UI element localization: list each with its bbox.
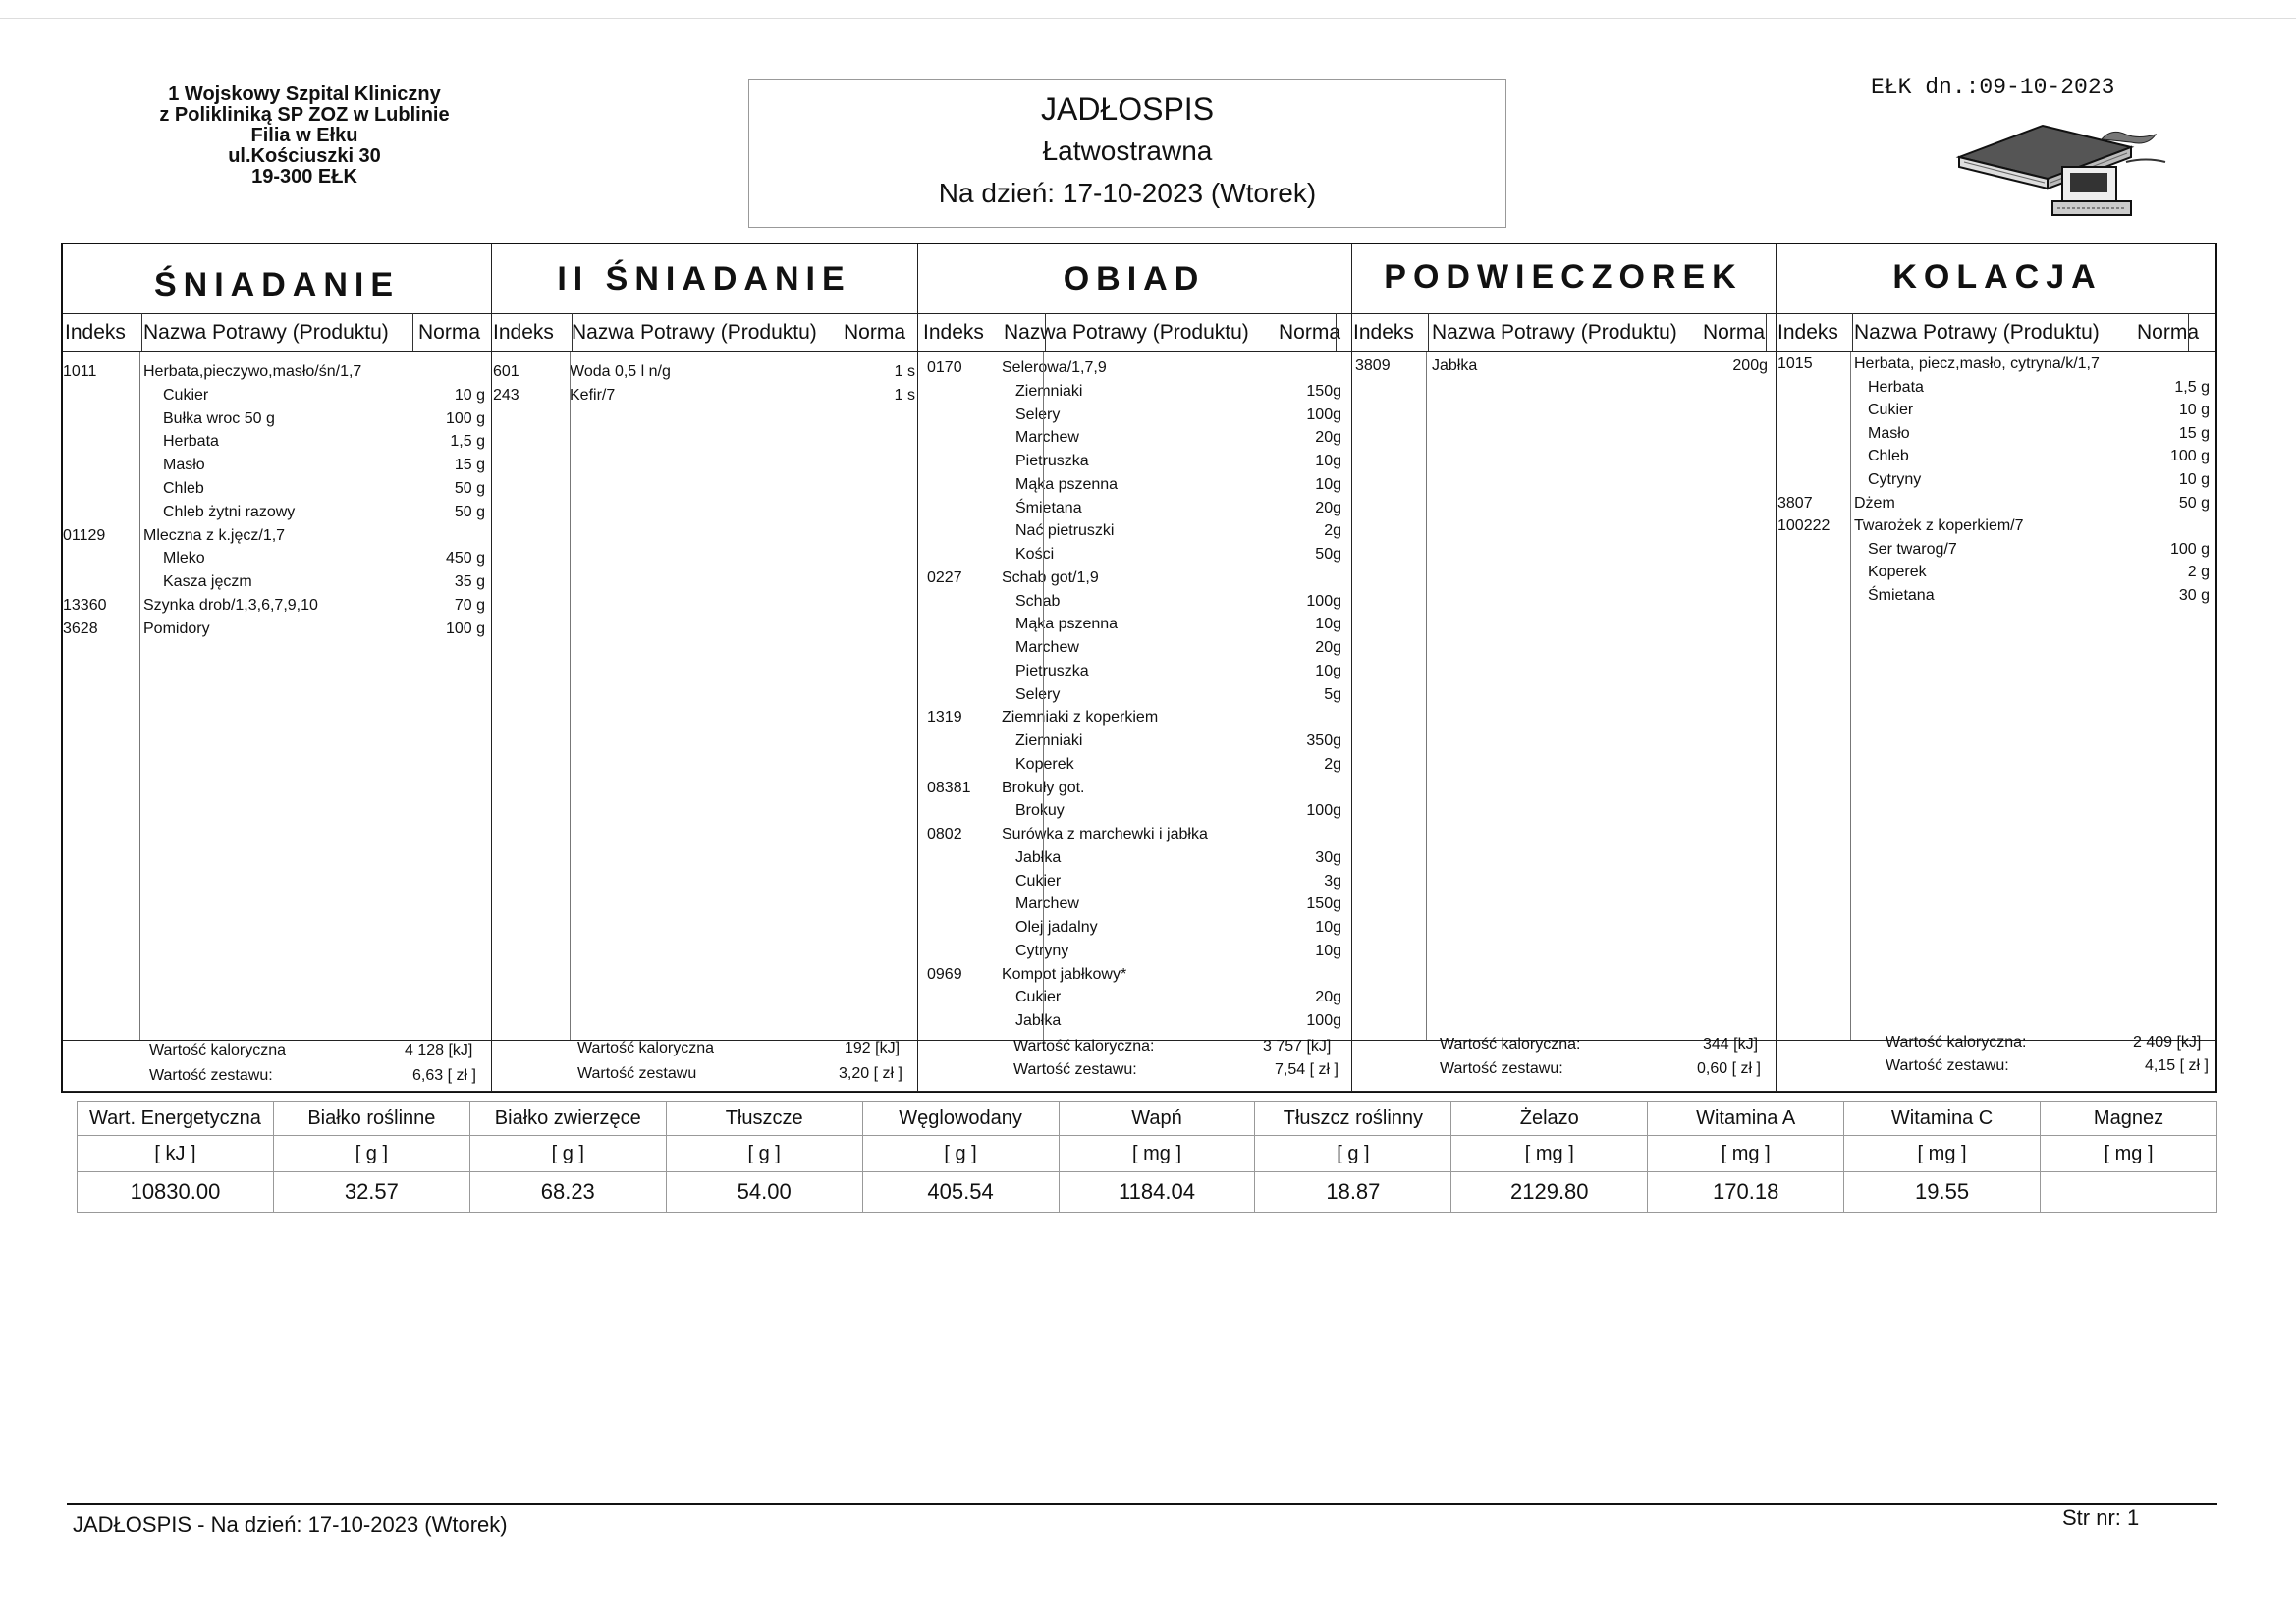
header-cell-divider [2188, 313, 2189, 351]
item-norm: 15 g [2178, 424, 2210, 442]
kcal-value: 4 128 [kJ] [405, 1042, 473, 1058]
nutrition-header: Tłuszcz roślinny [1255, 1102, 1451, 1136]
nutrition-header: Żelazo [1451, 1102, 1648, 1136]
nutrition-unit: [ g ] [666, 1136, 862, 1172]
hospital-line: z Polikliniką SP ZOZ w Lublinie [159, 104, 450, 126]
dish-name: Kefir/7 [570, 386, 616, 404]
col-index: Indeks [493, 321, 554, 344]
item-index: 1319 [927, 709, 962, 727]
meal-separator [1776, 244, 1777, 1091]
item-index: 3809 [1355, 357, 1391, 374]
header-cell-divider [412, 313, 413, 351]
column-headers [917, 315, 1351, 352]
col-name: Nazwa Potrawy (Produktu) [143, 321, 389, 344]
ingredient-name: Koperek [1015, 755, 1074, 773]
header-divider [63, 313, 2215, 314]
item-norm: 50 g [454, 503, 485, 520]
item-norm: 5g [1324, 685, 1341, 703]
nutrition-unit: [ mg ] [2041, 1136, 2217, 1172]
dish-name: Herbata, piecz,masło, cytryna/k/1,7 [1854, 355, 2100, 372]
ingredient-name: Koperek [1868, 564, 1927, 581]
item-norm: 100 g [445, 620, 485, 637]
cost-label: Wartość zestawu: [1013, 1061, 1137, 1078]
column-headers [491, 315, 917, 352]
item-norm: 20g [1315, 989, 1341, 1006]
item-norm: 2g [1324, 755, 1341, 773]
ingredient-name: Olej jadalny [1015, 919, 1098, 936]
kcal-value: 3 757 [kJ] [1263, 1038, 1332, 1055]
col-index: Indeks [65, 321, 126, 344]
col-norm: Norma [1279, 321, 1341, 344]
ingredient-name: Kości [1015, 546, 1055, 563]
dish-name: Mleczna z k.jęcz/1,7 [143, 526, 286, 544]
meal-title-kolacja: KOLACJA [1892, 258, 2103, 296]
col-index: Indeks [923, 321, 984, 344]
nutrition-unit: [ mg ] [1648, 1136, 1844, 1172]
item-norm: 100 g [2169, 540, 2210, 558]
ingredient-name: Ziemniaki [1015, 732, 1083, 749]
item-norm: 10 g [2178, 471, 2210, 488]
item-index: 0170 [927, 359, 962, 376]
meal-title-sniadanie: ŚNIADANIE [153, 266, 401, 303]
nutrition-value [2041, 1172, 2217, 1213]
item-index: 0969 [927, 965, 962, 983]
nutrition-unit: [ g ] [469, 1136, 666, 1172]
nutrition-unit: [ g ] [862, 1136, 1059, 1172]
item-index: 0802 [927, 826, 962, 842]
item-norm: 20g [1315, 429, 1341, 447]
ingredient-name: Chleb żytni razowy [163, 503, 296, 520]
ingredient-name: Chleb [1868, 448, 1909, 465]
diet-name: Łatwostrawna [1042, 135, 1213, 166]
item-index: 01129 [63, 526, 106, 544]
nutrition-header: Wart. Energetyczna [78, 1102, 274, 1136]
dish-name: Ziemniaki z koperkiem [1002, 709, 1159, 727]
kcal-label: Wartość kaloryczna [577, 1040, 714, 1056]
body-cell-divider [1043, 352, 1044, 1040]
kcal-label: Wartość kaloryczna: [1013, 1038, 1155, 1055]
nutrition-header: Witamina C [1844, 1102, 2041, 1136]
item-norm: 20g [1315, 499, 1341, 516]
footer-title: JADŁOSPIS - Na dzień: 17-10-2023 (Wtorek) [73, 1512, 508, 1537]
nutrition-value: 1184.04 [1059, 1172, 1255, 1213]
item-norm: 3g [1324, 872, 1341, 890]
item-norm: 150g [1306, 895, 1341, 913]
ingredient-name: Masło [1868, 424, 1910, 442]
item-norm: 1,5 g [450, 433, 485, 451]
header-cell-divider [141, 313, 142, 351]
header-cell-divider [1045, 313, 1046, 351]
item-norm: 50 g [454, 480, 485, 497]
item-norm: 30g [1315, 848, 1341, 866]
item-norm: 2g [1324, 522, 1341, 540]
dish-name: Herbata,pieczywo,masło/śn/1,7 [143, 363, 362, 380]
dish-name: Szynka drob/1,3,6,7,9,10 [143, 597, 318, 614]
nutrition-value: 54.00 [666, 1172, 862, 1213]
item-index: 1011 [63, 363, 97, 380]
issue-date: EŁK dn.:09-10-2023 [1871, 75, 2115, 100]
col-norm: Norma [2137, 321, 2200, 344]
ingredient-name: Ziemniaki [1015, 382, 1083, 400]
ingredient-name: Cukier [1868, 402, 1914, 419]
item-norm: 200g [1732, 357, 1768, 374]
ingredient-name: Cukier [163, 386, 209, 404]
item-norm: 10 g [454, 386, 485, 404]
ingredient-name: Marchew [1015, 639, 1079, 656]
nutrition-value: 405.54 [862, 1172, 1059, 1213]
item-norm: 350g [1306, 732, 1341, 749]
ingredient-name: Marchew [1015, 895, 1079, 913]
hospital-line: Filia w Ełku [250, 125, 358, 146]
page-number: Str nr: 1 [2062, 1505, 2140, 1530]
nutrition-value: 10830.00 [78, 1172, 274, 1213]
meal-separator [491, 244, 492, 1091]
ingredient-name: Herbata [163, 433, 219, 451]
body-cell-divider [139, 352, 140, 1040]
item-norm: 450 g [445, 550, 485, 568]
item-norm: 100g [1306, 592, 1341, 610]
nutrition-unit: [ g ] [1255, 1136, 1451, 1172]
item-index: 601 [493, 363, 519, 380]
top-scan-rule [0, 18, 2296, 19]
dish-name: Brokuły got. [1002, 779, 1085, 796]
item-norm: 1 s [894, 363, 915, 380]
col-name: Nazwa Potrawy (Produktu) [572, 321, 817, 344]
item-index: 1015 [1777, 355, 1813, 372]
ingredient-name: Selery [1015, 406, 1061, 423]
col-name: Nazwa Potrawy (Produktu) [1432, 321, 1677, 344]
column-headers [1351, 315, 1776, 352]
nutrition-header: Białko roślinne [273, 1102, 469, 1136]
item-norm: 100g [1306, 802, 1341, 820]
item-norm: 30 g [2178, 587, 2210, 604]
dish-name: Schab got/1,9 [1002, 568, 1099, 586]
dish-name: Jabłka [1432, 357, 1478, 374]
item-index: 0227 [927, 568, 962, 586]
ingredient-name: Cukier [1015, 989, 1062, 1006]
nutrition-unit: [ mg ] [1451, 1136, 1648, 1172]
dish-name: Dżem [1854, 494, 1895, 512]
item-norm: 10g [1315, 475, 1341, 493]
nutrition-header: Tłuszcze [666, 1102, 862, 1136]
meal-title-podwieczorek: PODWIECZOREK [1384, 258, 1743, 296]
ingredient-name: Herbata [1868, 378, 1924, 396]
ingredient-name: Cukier [1015, 872, 1062, 890]
header-cell-divider [1428, 313, 1429, 351]
book-emblem-icon [1954, 118, 2180, 226]
cost-label: Wartość zestawu: [149, 1067, 273, 1084]
item-index: 243 [493, 386, 519, 404]
meal-title-obiad: OBIAD [1063, 260, 1206, 298]
hospital-line: 1 Wojskowy Szpital Kliniczny [168, 83, 441, 105]
cost-value: 7,54 [ zł ] [1275, 1061, 1339, 1078]
cost-label: Wartość zestawu: [1886, 1057, 2009, 1074]
hospital-line: 19-300 EŁK [251, 166, 357, 188]
nutrition-header: Węglowodany [862, 1102, 1059, 1136]
col-index: Indeks [1353, 321, 1414, 344]
hospital-line: ul.Kościuszki 30 [228, 145, 381, 167]
meal-title-ii-sniadanie: II ŚNIADANIE [557, 260, 851, 298]
ingredient-name: Śmietana [1015, 499, 1082, 516]
col-index: Indeks [1777, 321, 1838, 344]
body-cell-divider [1426, 352, 1427, 1040]
nutrition-value: 18.87 [1255, 1172, 1451, 1213]
item-norm: 15 g [454, 457, 485, 474]
item-norm: 10g [1315, 453, 1341, 469]
item-norm: 10g [1315, 919, 1341, 936]
ingredient-name: Schab [1015, 592, 1061, 610]
nutrition-value: 2129.80 [1451, 1172, 1648, 1213]
ingredient-name: Mleko [163, 550, 205, 568]
ingredient-name: Cytryny [1015, 942, 1069, 959]
nutrition-value: 19.55 [1844, 1172, 2041, 1213]
ingredient-name: Śmietana [1868, 587, 1935, 604]
hospital-address [98, 84, 511, 188]
title-box [748, 79, 1506, 228]
body-cell-divider [570, 352, 571, 1040]
header-cell-divider [572, 313, 573, 351]
nutrition-unit: [ mg ] [1059, 1136, 1255, 1172]
item-index: 08381 [927, 779, 971, 796]
col-name: Nazwa Potrawy (Produktu) [1004, 321, 1249, 344]
nutrition-header: Wapń [1059, 1102, 1255, 1136]
ingredient-name: Marchew [1015, 429, 1079, 447]
column-headers [63, 315, 491, 352]
header-cell-divider [1766, 313, 1767, 351]
kcal-label: Wartość kaloryczna [149, 1042, 286, 1058]
document-title: JADŁOSPIS [1040, 91, 1215, 127]
nutrition-unit: [ mg ] [1844, 1136, 2041, 1172]
item-index: 100222 [1777, 517, 1831, 535]
item-norm: 20g [1315, 639, 1341, 656]
header-cell-divider [1852, 313, 1853, 351]
cost-label: Wartość zestawu [577, 1065, 697, 1082]
item-norm: 35 g [454, 573, 485, 591]
col-name: Nazwa Potrawy (Produktu) [1854, 321, 2100, 344]
item-index: 13360 [63, 597, 107, 614]
item-index: 3807 [1777, 494, 1813, 512]
kcal-label: Wartość kaloryczna: [1440, 1036, 1581, 1053]
ingredient-name: Bułka wroc 50 g [163, 409, 275, 427]
item-norm: 100 g [445, 409, 485, 427]
item-norm: 100 g [2169, 448, 2210, 465]
nutrition-header: Białko zwierzęce [469, 1102, 666, 1136]
dish-name: Kompot jabłkowy* [1002, 965, 1127, 983]
item-norm: 70 g [454, 597, 485, 614]
ingredient-name: Nać pietruszki [1015, 522, 1115, 540]
cost-value: 6,63 [ zł ] [412, 1067, 476, 1084]
ingredient-name: Chleb [163, 480, 204, 497]
body-cell-divider [1850, 352, 1851, 1040]
ingredient-name: Ser twarog/7 [1868, 540, 1957, 558]
item-norm: 1,5 g [2174, 378, 2210, 396]
dish-name: Twarożek z koperkiem/7 [1854, 517, 2024, 535]
col-norm: Norma [844, 321, 906, 344]
dish-name: Woda 0,5 l n/g [570, 363, 671, 380]
column-headers [1776, 315, 2219, 352]
item-norm: 10 g [2178, 402, 2210, 419]
meal-separator [917, 244, 918, 1091]
ingredient-name: Jabłka [1015, 1012, 1062, 1029]
ingredient-name: Mąka pszenna [1015, 475, 1119, 493]
item-norm: 100g [1306, 1012, 1341, 1029]
item-index: 3628 [63, 620, 98, 637]
col-norm: Norma [418, 321, 481, 344]
menu-date: Na dzień: 17-10-2023 (Wtorek) [938, 178, 1317, 208]
nutrition-unit: [ kJ ] [78, 1136, 274, 1172]
ingredient-name: Brokuy [1015, 802, 1065, 820]
item-norm: 10g [1315, 942, 1341, 959]
meal-separator [1351, 244, 1352, 1091]
ingredient-name: Pietruszka [1015, 453, 1089, 469]
ingredient-name: Selery [1015, 685, 1061, 703]
ingredient-name: Mąka pszenna [1015, 616, 1119, 633]
dish-name: Pomidory [143, 620, 210, 637]
item-norm: 50g [1315, 546, 1341, 563]
nutrition-header: Magnez [2041, 1102, 2217, 1136]
bottom-divider [63, 1091, 2215, 1092]
nutrition-value: 32.57 [273, 1172, 469, 1213]
item-norm: 10g [1315, 616, 1341, 633]
footer-rule [67, 1503, 2217, 1505]
dish-name: Selerowa/1,7,9 [1002, 359, 1107, 376]
ingredient-name: Pietruszka [1015, 662, 1089, 679]
item-norm: 10g [1315, 662, 1341, 679]
item-norm: 2 g [2187, 564, 2210, 581]
kcal-label: Wartość kaloryczna: [1886, 1034, 2027, 1051]
cost-value: 3,20 [ zł ] [839, 1065, 902, 1082]
kcal-value: 192 [kJ] [845, 1040, 901, 1056]
kcal-value: 344 [kJ] [1703, 1036, 1759, 1053]
cost-value: 0,60 [ zł ] [1697, 1060, 1761, 1077]
menu-table [61, 243, 2217, 1093]
nutrition-table [77, 1101, 2217, 1213]
ingredient-name: Masło [163, 457, 205, 474]
col-norm: Norma [1703, 321, 1766, 344]
nutrition-unit: [ g ] [273, 1136, 469, 1172]
kcal-value: 2 409 [kJ] [2133, 1034, 2202, 1051]
item-norm: 1 s [894, 386, 915, 404]
item-norm: 150g [1306, 382, 1341, 400]
ingredient-name: Jabłka [1015, 848, 1062, 866]
header-cell-divider [1336, 313, 1337, 351]
ingredient-name: Cytryny [1868, 471, 1922, 488]
item-norm: 50 g [2178, 494, 2210, 512]
item-norm: 100g [1306, 406, 1341, 423]
nutrition-header: Witamina A [1648, 1102, 1844, 1136]
dish-name: Surówka z marchewki i jabłka [1002, 826, 1208, 842]
nutrition-value: 170.18 [1648, 1172, 1844, 1213]
cost-label: Wartość zestawu: [1440, 1060, 1563, 1077]
nutrition-value: 68.23 [469, 1172, 666, 1213]
cost-value: 4,15 [ zł ] [2145, 1057, 2209, 1074]
ingredient-name: Kasza jęczm [163, 573, 252, 591]
